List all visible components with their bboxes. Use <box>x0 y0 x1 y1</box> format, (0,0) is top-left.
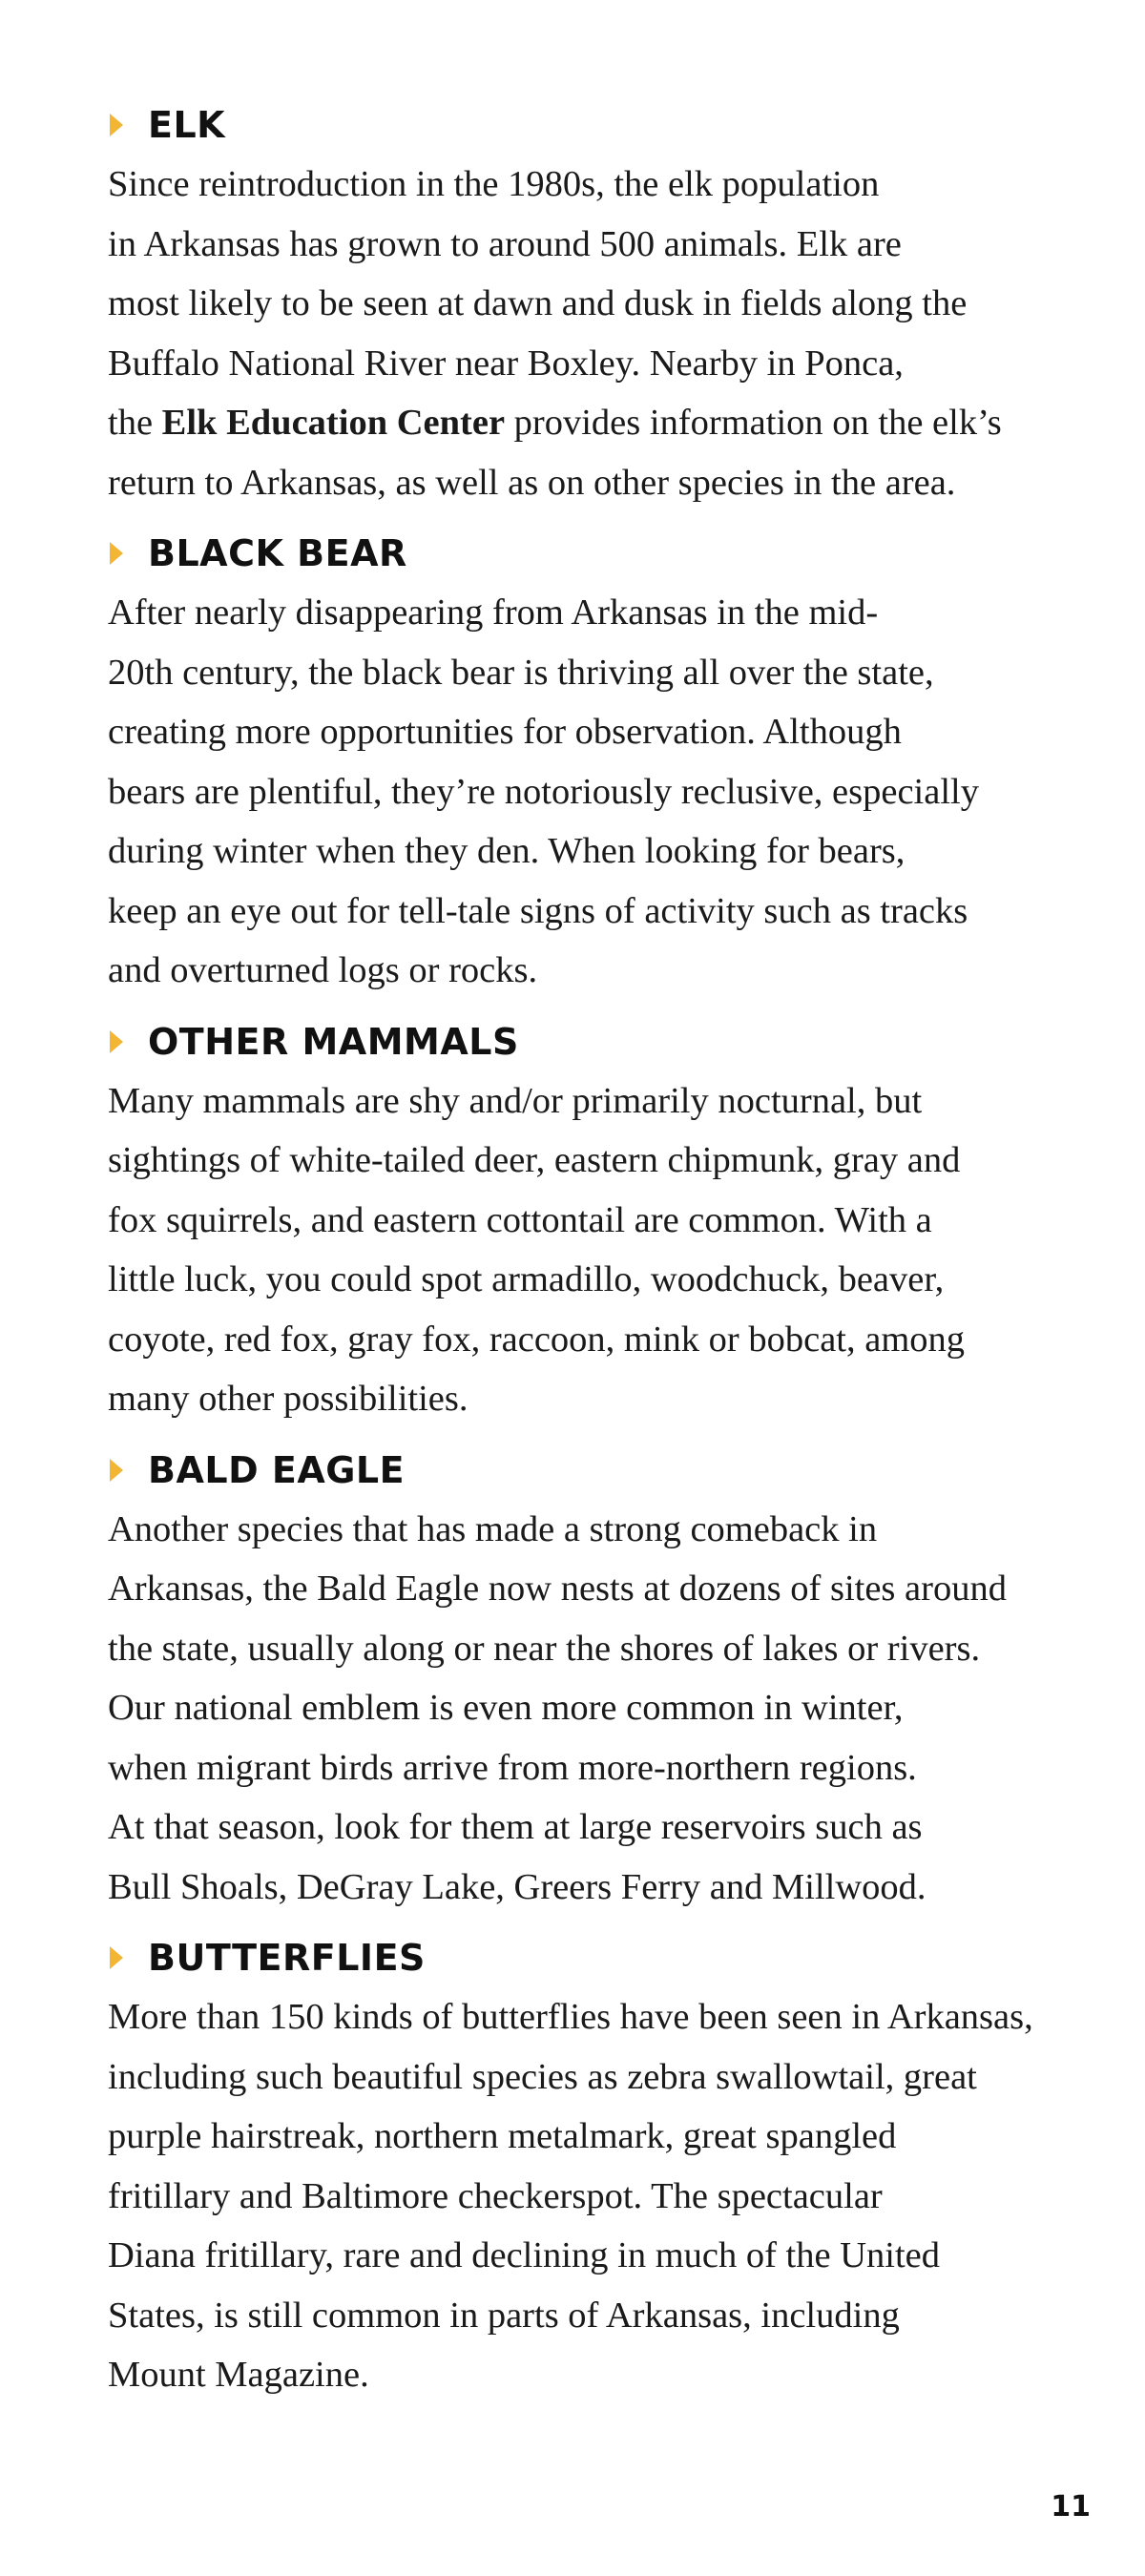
section-heading-text: BUTTERFLIES <box>148 1937 426 1979</box>
body-text-fragment: provides information on the elk’s <box>505 403 1002 443</box>
body-line: Since reintroduction in the 1980s, the elk population <box>108 164 880 204</box>
body-line: bears are plentiful, they’re notoriously reclusive, especially <box>108 771 979 812</box>
body-line: Our national emblem is even more common in winter, <box>108 1688 904 1728</box>
body-line <box>108 393 1062 453</box>
body-line: return to Arkansas, as well as on other species in the area. <box>108 462 956 503</box>
body-line: keep an eye out for tell-tale signs of activity such as tracks <box>108 890 968 931</box>
body-line: States, is still common in parts of Arkansas, including <box>108 2295 900 2336</box>
section-body <box>108 155 1062 512</box>
body-line: Many mammals are shy and/or primarily nocturnal, but <box>108 1080 923 1121</box>
section-body <box>108 583 1062 1001</box>
section-body <box>108 1500 1062 1918</box>
triangle-right-icon <box>110 1030 123 1053</box>
body-line: Bull Shoals, DeGray Lake, Greers Ferry and Millwood. <box>108 1866 926 1907</box>
section-butterflies <box>108 1928 1062 2405</box>
body-line: At that season, look for them at large reservoirs such as <box>108 1807 923 1847</box>
body-line: Buffalo National River near Boxley. Nearby in Ponca, <box>108 343 904 384</box>
section-body <box>108 1071 1062 1429</box>
body-line: Arkansas, the Bald Eagle now nests at dozens of sites around <box>108 1568 1007 1609</box>
body-line: and overturned logs or rocks. <box>108 950 538 990</box>
body-line: many other possibilities. <box>108 1379 468 1419</box>
page-number: 11 <box>1051 2490 1091 2524</box>
section-heading <box>108 1012 1062 1071</box>
body-line: fritillary and Baltimore checkerspot. The spectacular <box>108 2175 883 2216</box>
section-heading <box>108 1928 1062 1987</box>
body-line: purple hairstreak, northern metalmark, great spangled <box>108 2116 897 2156</box>
section-elk <box>108 95 1062 512</box>
triangle-right-icon <box>110 1946 123 1969</box>
body-line: little luck, you could spot armadillo, woodchuck, beaver, <box>108 1259 945 1299</box>
body-line: the state, usually along or near the shores of lakes or rivers. <box>108 1628 981 1669</box>
body-line: creating more opportunities for observation. Although <box>108 712 902 752</box>
triangle-right-icon <box>110 1459 123 1482</box>
elk-education-center-name: Elk Education Center <box>161 403 506 443</box>
body-line: in Arkansas has grown to around 500 animals. Elk are <box>108 223 902 264</box>
section-bald-eagle <box>108 1441 1062 1918</box>
body-line: coyote, red fox, gray fox, raccoon, mink or bobcat, among <box>108 1319 966 1360</box>
triangle-right-icon <box>110 114 123 136</box>
body-text-fragment: the <box>108 403 162 443</box>
section-black-bear <box>108 524 1062 1001</box>
body-line: After nearly disappearing from Arkansas in the mid- <box>108 592 879 633</box>
body-line: fox squirrels, and eastern cottontail are common. With a <box>108 1199 932 1240</box>
body-line: most likely to be seen at dawn and dusk in fields along the <box>108 283 968 323</box>
section-other-mammals <box>108 1012 1062 1429</box>
section-heading-text: BLACK BEAR <box>148 532 407 574</box>
section-heading-text: OTHER MAMMALS <box>148 1020 519 1063</box>
page-content <box>108 95 1062 2405</box>
section-heading-text: ELK <box>148 104 226 146</box>
body-line: More than 150 kinds of butterflies have been seen in Arkansas, <box>108 1997 1033 2037</box>
body-line: when migrant birds arrive from more-northern regions. <box>108 1747 917 1788</box>
body-line: 20th century, the black bear is thriving all over the state, <box>108 652 934 693</box>
body-line: Diana fritillary, rare and declining in much of the United <box>108 2235 941 2275</box>
body-line: including such beautiful species as zebra swallowtail, great <box>108 2056 977 2097</box>
body-line: during winter when they den. When looking for bears, <box>108 831 906 871</box>
body-line: sightings of white-tailed deer, eastern chipmunk, gray and <box>108 1140 961 1180</box>
body-line: Mount Magazine. <box>108 2355 369 2395</box>
section-body <box>108 1987 1062 2405</box>
section-heading <box>108 524 1062 583</box>
triangle-right-icon <box>110 542 123 565</box>
section-heading-text: BALD EAGLE <box>148 1448 406 1491</box>
section-heading <box>108 95 1062 155</box>
body-line: Another species that has made a strong comeback in <box>108 1508 878 1549</box>
section-heading <box>108 1441 1062 1500</box>
